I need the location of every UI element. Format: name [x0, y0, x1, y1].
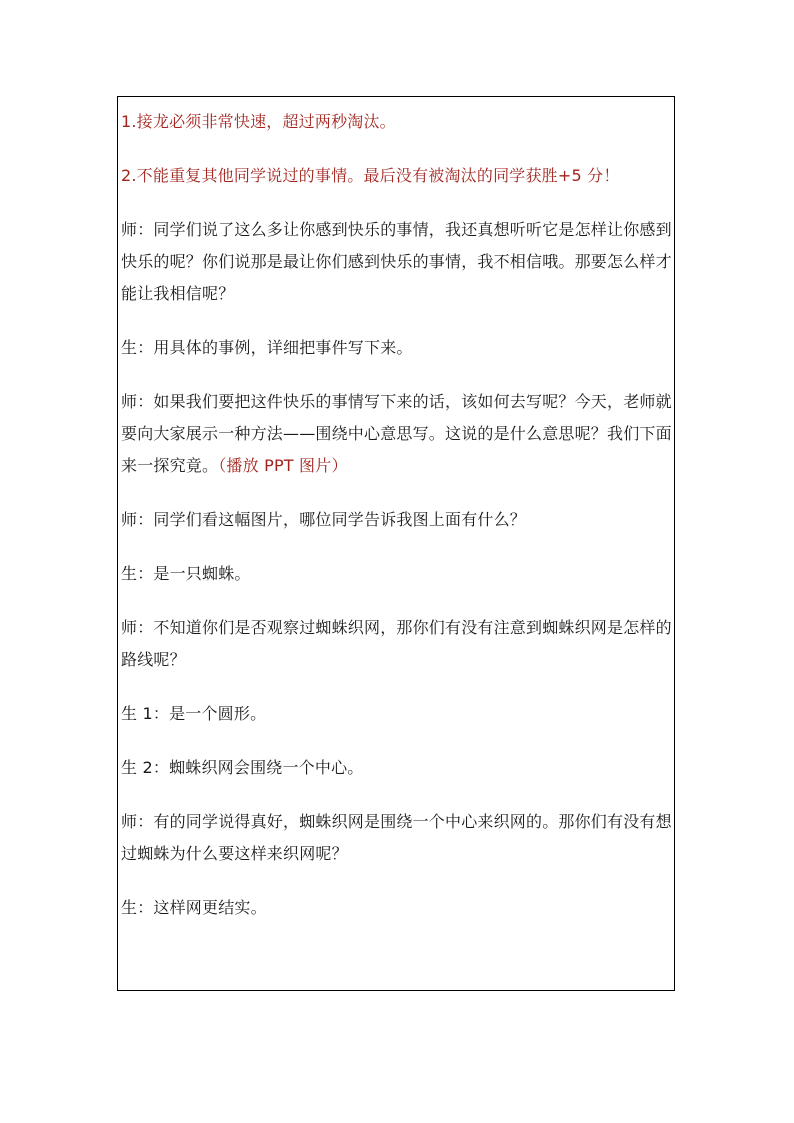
paragraph-teacher-5: 师：有的同学说得真好，蜘蛛织网是围绕一个中心来织网的。那你们有没有想过蜘蛛为什么要这样来织网呢？ [121, 812, 672, 863]
paragraph-student-5: 生：这样网更结实。 [121, 898, 267, 917]
paragraph-teacher-1: 师：同学们说了这么多让你感到快乐的事情，我还真想听听它是怎样让你感到快乐的呢？你们说那是最让你们感到快乐的事情，我不相信哦。那要怎么样才能让我相信呢？ [121, 220, 672, 303]
paragraph-teacher-4: 师：不知道你们是否观察过蜘蛛织网，那你们有没有注意到蜘蛛织网是怎样的路线呢？ [121, 618, 672, 669]
rule-1: 1.接龙必须非常快速，超过两秒淘汰。 [121, 112, 396, 131]
paragraph-student-2: 生：是一只蜘蛛。 [121, 564, 251, 583]
paragraph-teacher-2 [121, 386, 674, 482]
paragraph-student-1: 生：用具体的事例，详细把事件写下来。 [121, 338, 413, 357]
ppt-note: （播放 PPT 图片） [218, 456, 348, 475]
rule-2: 2.不能重复其他同学说过的事情。最后没有被淘汰的同学获胜+5 分！ [121, 166, 620, 185]
paragraph-student-4: 生 2：蜘蛛织网会围绕一个中心。 [121, 758, 364, 777]
document-frame [117, 96, 675, 991]
paragraph-student-3: 生 1：是一个圆形。 [121, 704, 267, 723]
paragraph-teacher-2-text: 师：如果我们要把这件快乐的事情写下来的话，该如何去写呢？今天，老师就要向大家展示一种方法——围绕中心意思写。这说的是什么意思呢？我们下面来一探究竟。 [121, 392, 672, 475]
paragraph-teacher-3: 师：同学们看这幅图片，哪位同学告诉我图上面有什么？ [121, 510, 527, 529]
